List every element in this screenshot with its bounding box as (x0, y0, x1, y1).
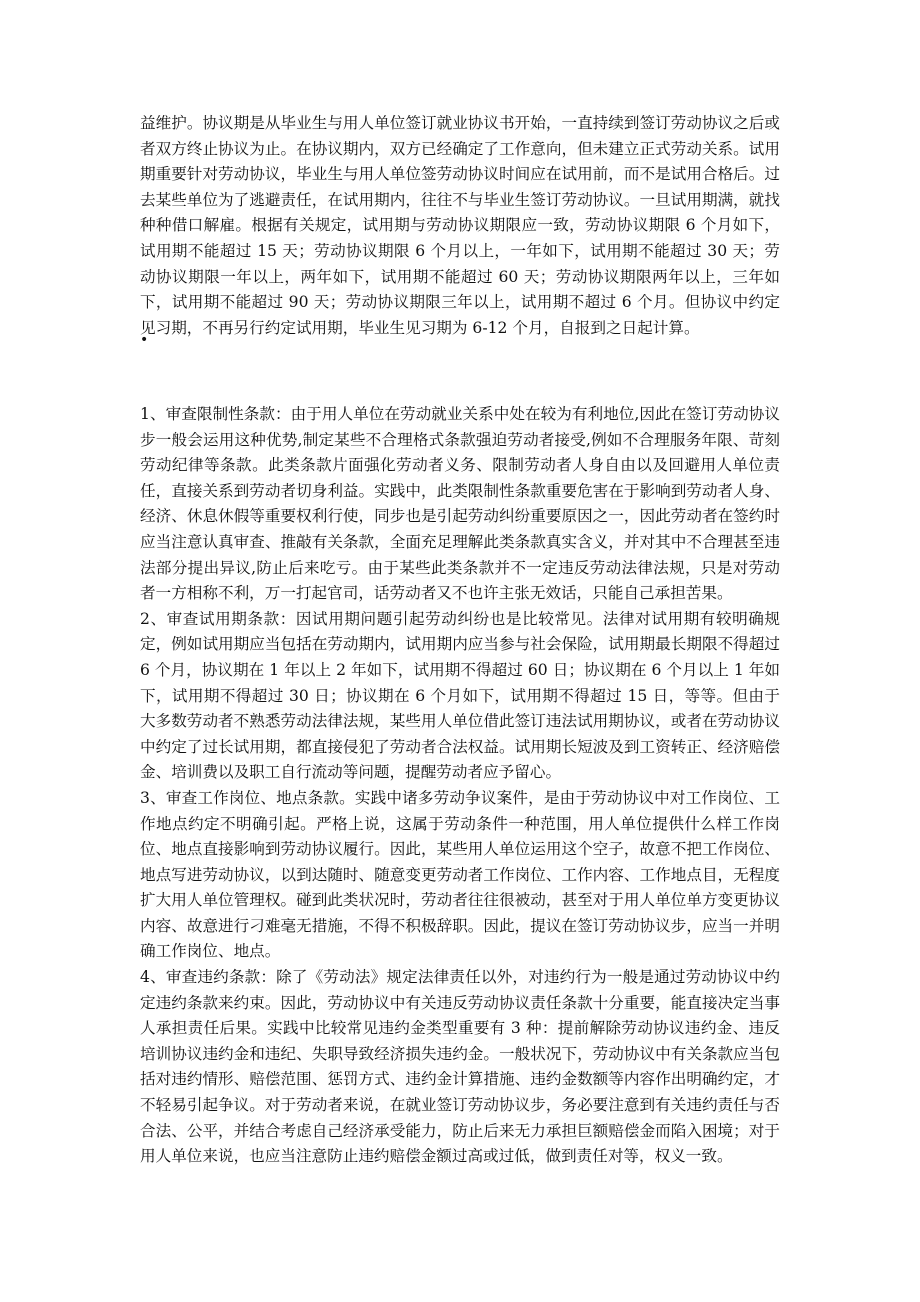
review-item-probation-clauses: 2、审查试用期条款：因试用期问题引起劳动纠纷也是比较常见。法律对试用期有较明确规定，例如试用期应当包括在劳动期内，试用期内应当参与社会保险，试用期最长期限不得超过 6 个月，协议期在 1 年以上 2 年如下，试用期不得超过 60 日；协议期在 6 个月以上 1 年如下，试用期不得超过 30 日；协议期在 6 个月如下，试用期不得超过 15 日，等等。但由于大多数劳动者不熟悉劳动法律法规，某些用人单位借此签订违法试用期协议，或者在劳动协议中约定了过长试用期，都直接侵犯了劳动者合法权益。试用期长短波及到工资转正、经济赔偿金、培训费以及职工自行流动等问题，提醒劳动者应予留心。 (140, 609, 780, 782)
review-item-restrictive-clauses: 1、审查限制性条款：由于用人单位在劳动就业关系中处在较为有利地位,因此在签订劳动协议步一般会运用这种优势,制定某些不合理格式条款强迫劳动者接受,例如不合理服务年限、苛刻劳动纪律等条款。此类条款片面强化劳动者义务、限制劳动者人身自由以及回避用人单位责任，直接关系到劳动者切身利益。实践中，此类限制性条款重要危害在于影响到劳动者人身、经济、休息休假等重要权利行使，同步也是引起劳动纠纷重要原因之一，因此劳动者在签约时应当注意认真审查、推敲有关条款，全面充足理解此类条款真实含义，并对其中不合理甚至违法部分提出异议,防止后来吃亏。由于某些此类条款并不一定违反劳动法律法规，只是对劳动者一方相称不利，万一打起官司，话劳动者又不也许主张无效话，只能自己承担苦果。 (140, 405, 780, 603)
review-items-section (140, 402, 780, 1170)
bullet-marker: • (140, 332, 149, 348)
intro-paragraph: 益维护。协议期是从毕业生与用人单位签订就业协议书开始，一直持续到签订劳动协议之后或者双方终止协议为止。在协议期内，双方已经确定了工作意向，但未建立正式劳动关系。试用期重要针对劳动协议，毕业生与用人单位签劳动协议时间应在试用前，而不是试用合格后。过去某些单位为了逃避责任，在试用期内，往往不与毕业生签订劳动协议。一旦试用期满，就找种种借口解雇。根据有关规定，试用期与劳动协议期限应一致，劳动协议期限 6 个月如下，试用期不能超过 15 天；劳动协议期限 6 个月以上，一年如下，试用期不能超过 30 天；劳动协议期限一年以上，两年如下，试用期不能超过 60 天；劳动协议期限两年以上，三年如下，试用期不能超过 90 天；劳动协议期限三年以上，试用期不超过 6 个月。但协议中约定见习期，不再另行约定试用期，毕业生见习期为 6-12 个月，自报到之日起计算。 (140, 114, 780, 337)
review-item-position-location-clauses: 3、审查工作岗位、地点条款。实践中诸多劳动争议案件，是由于劳动协议中对工作岗位、工作地点约定不明确引起。严格上说，这属于劳动条件一种范围，用人单位提供什么样工作岗位、地点直接影响到劳动协议履行。因此，某些用人单位运用这个空子，故意不把工作岗位、地点写进劳动协议，以到达随时、随意变更劳动者工作岗位、工作内容、工作地点目，无程度扩大用人单位管理权。碰到此类状况时，劳动者往往很被动，甚至对于用人单位单方变更协议内容、故意进行刁难毫无措施，不得不积极辞职。因此，提议在签订劳动协议步，应当一并明确工作岗位、地点。 (140, 788, 780, 961)
review-item-breach-clauses: 4、审查违约条款：除了《劳动法》规定法律责任以外，对违约行为一般是通过劳动协议中约定违约条款来约束。因此，劳动协议中有关违反劳动协议责任条款十分重要，能直接决定当事人承担责任后果。实践中比较常见违约金类型重要有 3 种：提前解除劳动协议违约金、违反培训协议违约金和违纪、失职导致经济损失违约金。一般状况下，劳动协议中有关条款应当包括对违约情形、赔偿范围、惩罚方式、违约金计算措施、违约金数额等内容作出明确约定，才不轻易引起争议。对于劳动者来说，在就业签订劳动协议步，务必要注意到有关违约责任与否合法、公平，并结合考虑自己经济承受能力，防止后来无力承担巨额赔偿金而陷入困境；对于用人单位来说，也应当注意防止违约赔偿金额过高或过低，做到责任对等，权义一致。 (140, 968, 780, 1166)
